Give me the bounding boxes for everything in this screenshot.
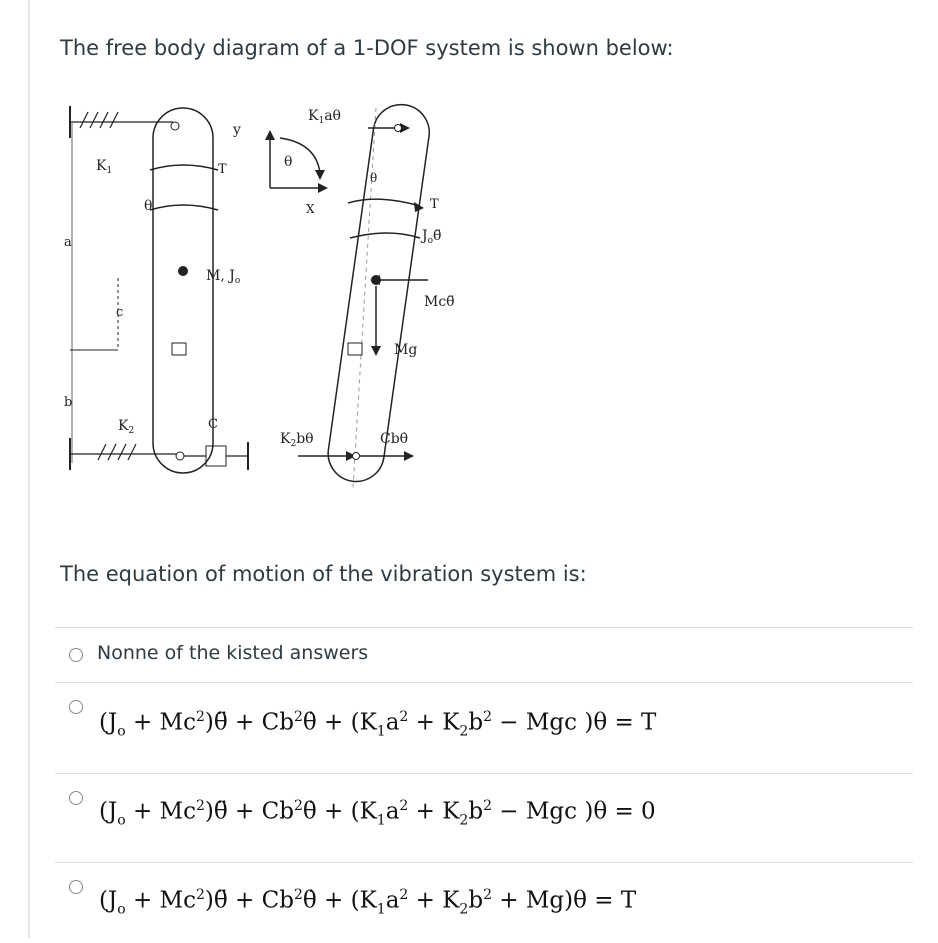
left-rule [28, 0, 30, 938]
label-t-right: T [430, 197, 439, 212]
answer-option-2[interactable] [55, 682, 913, 773]
label-k2: $K_2$ [118, 418, 135, 436]
label-k2b: $K_2b\theta$ [280, 431, 314, 449]
label-b: b [64, 395, 73, 410]
radio-button[interactable] [69, 880, 83, 894]
label-theta-bar: θ [370, 171, 378, 185]
question-intro: The free body diagram of a 1-DOF system is shown below: [60, 36, 674, 60]
label-cb: Cbθ̇ [380, 431, 409, 447]
label-theta-axis: θ [284, 154, 293, 170]
label-c: c [116, 305, 124, 320]
label-x: X [306, 202, 315, 216]
label-k1: $K_1$ [96, 158, 113, 176]
spring-k1 [80, 112, 118, 128]
answer-option-3[interactable] [55, 773, 913, 862]
label-theta: θ [144, 198, 153, 214]
label-mg: Mg [394, 342, 418, 358]
label-mass: M, $J_o$ [206, 268, 241, 286]
label-y: y [233, 122, 241, 138]
damper [206, 446, 226, 466]
answer-option-1[interactable] [55, 627, 913, 682]
label-t-left: T [218, 162, 227, 177]
bar-displaced [325, 101, 433, 485]
label-a: a [64, 235, 72, 250]
free-body-diagram [58, 98, 468, 493]
radio-button[interactable] [69, 700, 83, 714]
radio-button[interactable] [69, 648, 83, 662]
label-c-damper: C [208, 417, 218, 432]
bar-left [153, 108, 213, 473]
label-jo: $J_o\thetä$ [422, 228, 442, 246]
label-mc: Mcθ̈ [424, 294, 455, 310]
answer-list [55, 627, 913, 943]
answer-formula: ($J_o$ + $Mc^2)\thetä$ + $Cb^2\thetȧ + (K_1a^2 + K_2b^2$ − Mgc )θ = 0 [99, 798, 656, 829]
answer-formula: ($J_o$ + $Mc^2)\thetä$ + $Cb^2\thetȧ + (K_1a^2 + K_2b^2$ − Mgc )θ = T [99, 709, 657, 740]
spring-k2 [98, 444, 136, 460]
answer-label: Nonne of the kisted answers [97, 642, 369, 664]
equation-prompt: The equation of motion of the vibration system is: [60, 562, 587, 586]
mass-point [178, 266, 188, 276]
label-k1a: $K_1a\theta$ [308, 108, 341, 126]
radio-button[interactable] [69, 791, 83, 805]
answer-option-4[interactable] [55, 862, 913, 943]
answer-formula: ($J_o$ + $Mc^2)\thetä$ + $Cb^2\thetȧ + (K_1a^2 + K_2b^2 + Mg)\theta = T$ [99, 887, 637, 918]
